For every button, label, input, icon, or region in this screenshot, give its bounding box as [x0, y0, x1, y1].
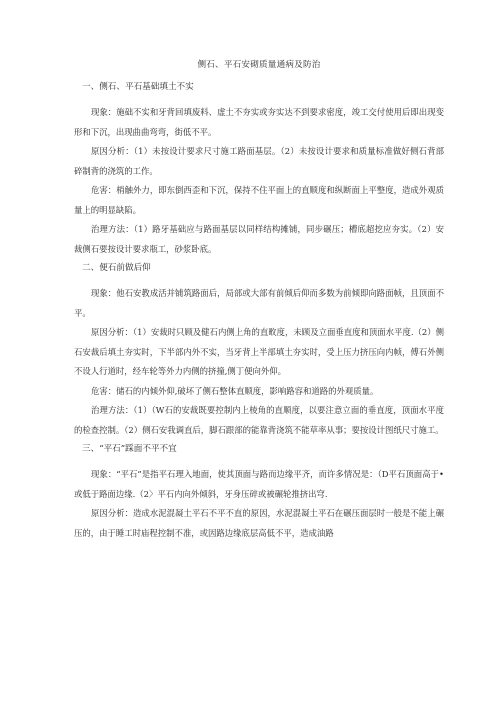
- section-heading-3: 三、“平石”踩面不平不宜: [82, 444, 177, 454]
- paragraph-2-1: 现象：他石安教成活并铺筑路面后，局部或大部有前倾后仰而多数为前倾即向路面帧，且顶面不平。: [74, 288, 444, 318]
- paragraph-2-3: 危害：储石的内倾外仰,破坏了侧石整体直顺度，影响路容和道路的外观质量。: [91, 385, 379, 396]
- paragraph-3-2: 原因分析：造成水泥混凝土平石不平不直的原因，水泥混凝土平石在碾压面层时一般是不能上碾压的，由于睡工时庙程控制不准，或因路边缘底层高低不平，造成油路: [74, 508, 444, 538]
- paragraph-1-4: 治理方法：（1）路牙基础应与路面基层以同样结构摊铺，同步碾压；槽底超挖应夯实。（2）安裁侧石要按设计要求瓶工，砂浆卧底。: [74, 224, 444, 254]
- section-heading-1: 一、侧石、平石基础填土不实: [82, 82, 194, 92]
- paragraph-1-1: 现象：施础不实和牙背回填废料、虚土不夯实或夯实达不到要求密度，竣工交付使用后即出现变形和下沉，出现曲曲弯弯，街低不平。: [74, 107, 444, 137]
- section-heading-2: 二、便石前做后仰: [82, 263, 151, 273]
- paragraph-1-3: 危害：梢触外力，即东倒西歪和下沉，保持不住平面上的直顺度和纵断面上平整度，造成外观质量上的明显缺陷。: [74, 185, 444, 215]
- document-page: [74, 60, 444, 543]
- paragraph-1-2: 原因分析：（1）未按设计要求尺寸施工路面基层。（2）未按设计要求和质量标准做好侧石背部碎制背的浇筑的工作。: [74, 146, 444, 176]
- document-title: 侧石、平石安砌质量通病及防治: [197, 60, 321, 70]
- paragraph-2-4: 治理方法：（1）（W石的安裁既要控制内上棱角的直顺度，以要注意立面的垂直度，顶面水平度的检查控制。（2）侧石安我调直后，脚石跟部的能靠背浇筑不能草率从事；要按设计图纸尺寸施工。: [74, 405, 444, 435]
- paragraph-3-1: 现象：“平石”是指平石理入地面，使其顶面与路而边缘平齐，而许多情况是：（D平石顶面高于•或低于路面边缘.（2〉平石内向外倾斜，牙身压碎或被碾轮推挤出穹.: [74, 469, 444, 499]
- paragraph-2-2: 原因分析：（1）安裁时只顾及健石内侧上角的直畋度，未顾及立面垂直度和顶面水平度.（2）侧石安裁后填土夯实时，下半部内外不实，当牙背上半部填土夯实时，受上压力挤压向内帧，傅石外侧不设人行道时，经车轮等外力内侧的挤撞,侧丁便向外仰。: [74, 327, 444, 376]
